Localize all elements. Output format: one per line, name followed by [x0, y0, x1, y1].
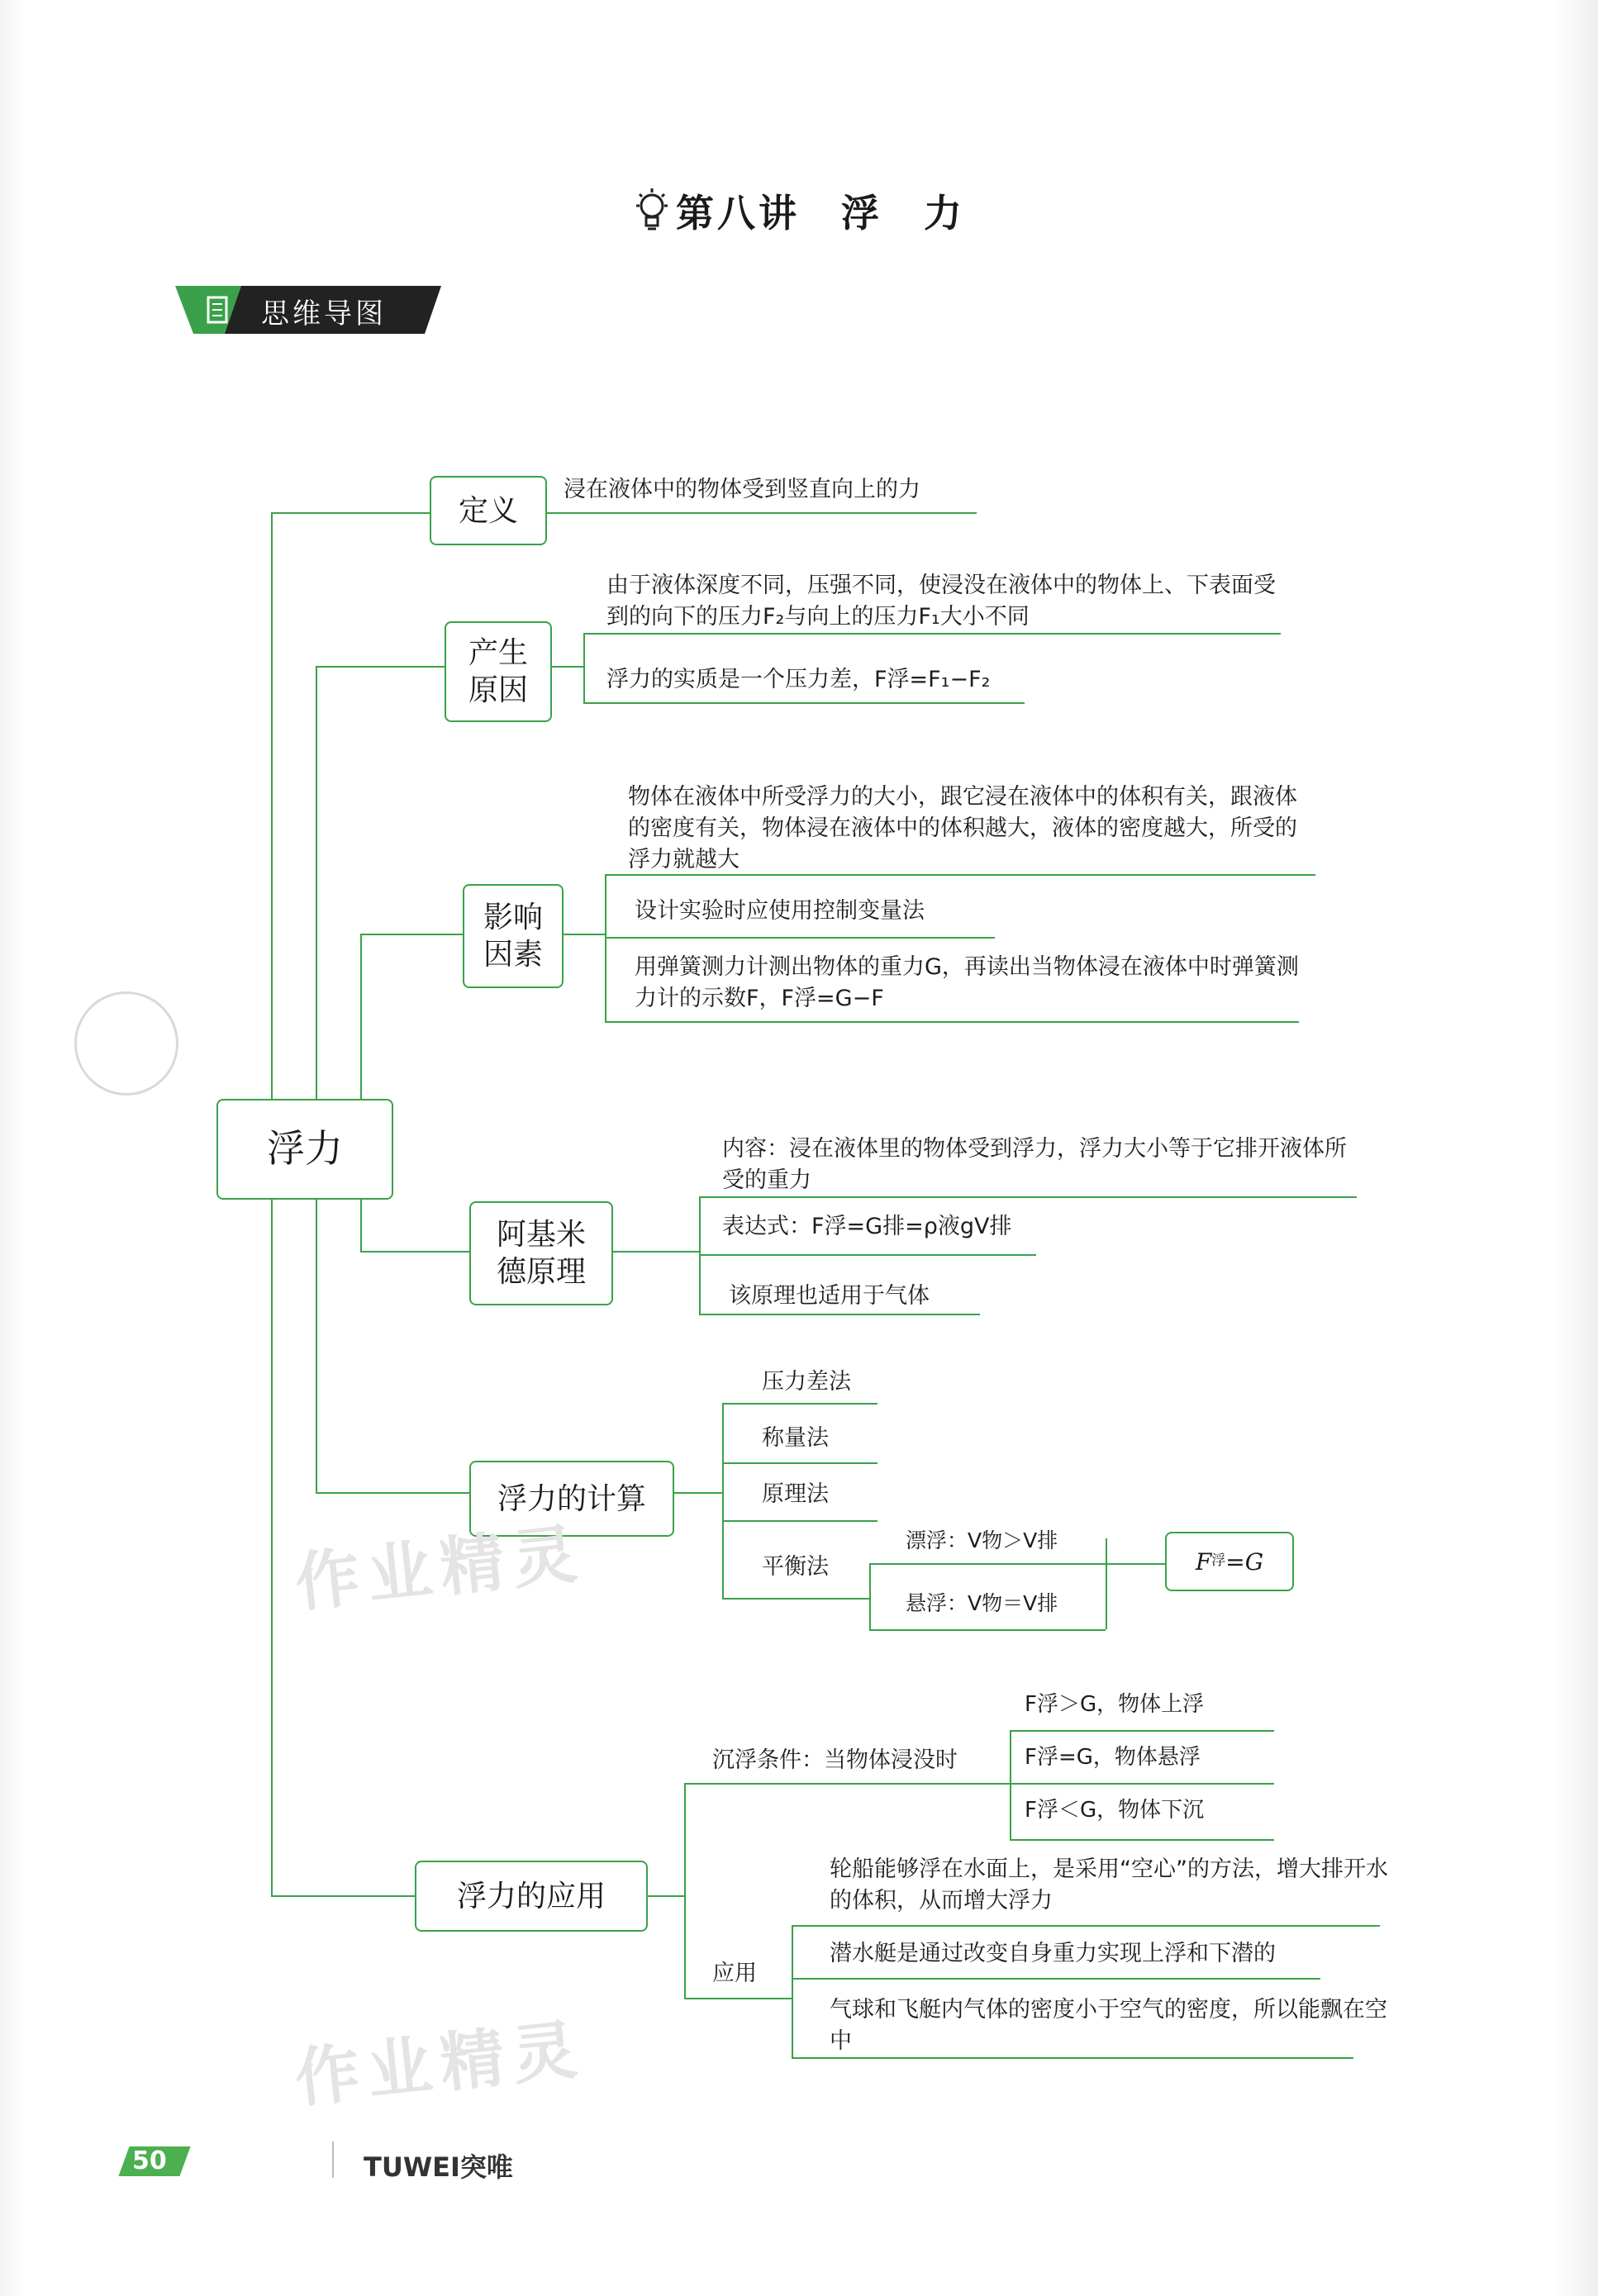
line-arch-2	[699, 1254, 1036, 1256]
bracket-calc	[722, 1403, 724, 1598]
calc-float: 漂浮：V物＞V排	[906, 1528, 1058, 1552]
node-archimedes: 阿基米德原理	[469, 1201, 613, 1305]
line-calc-1	[722, 1403, 877, 1405]
link-cause	[316, 666, 445, 668]
cause-text-1: 由于液体深度不同，压强不同，使浸没在液体中的物体上、下表面受到的向下的压力F₂与向上的压力F₁大小不同	[606, 573, 1276, 630]
app-use-2: 潜水艇是通过改变自身重力实现上浮和下潜的	[830, 1941, 1276, 1966]
spine-right-lower	[360, 1200, 362, 1253]
node-calculation: 浮力的计算	[469, 1461, 674, 1537]
link-result	[1106, 1563, 1165, 1565]
app-condition-3: F浮＜G，物体下沉	[1025, 1798, 1205, 1823]
definition-text: 浸在液体中的物体受到竖直向上的力	[564, 477, 920, 502]
link-archimedes	[360, 1251, 471, 1253]
calc-suspend: 悬浮：V物＝V排	[906, 1591, 1058, 1615]
bracket-app	[684, 1783, 686, 1998]
footer-divider	[332, 2142, 334, 2178]
line-use-2	[792, 1978, 1320, 1980]
calc-method-1: 压力差法	[762, 1369, 851, 1395]
factors-text-1: 物体在液体中所受浮力的大小，跟它浸在液体中的体积有关，跟液体的密度有关，物体浸在液体中的体积越大，液体的密度越大，所受的浮力就越大	[628, 784, 1297, 872]
calc-method-4: 平衡法	[762, 1554, 829, 1580]
app-use-label: 应用	[712, 1961, 757, 1986]
app-condition-2: F浮=G，物体悬浮	[1025, 1745, 1201, 1770]
arch-text-3: 该原理也适用于气体	[729, 1283, 930, 1309]
line-cause-2	[583, 702, 1025, 704]
line-arch-1	[699, 1196, 1357, 1198]
factors-text-3: 用弹簧测力计测出物体的重力G，再读出当物体浸在液体中时弹簧测力计的示数F，F浮=G−F	[635, 954, 1299, 1011]
link-definition	[271, 512, 430, 514]
lightbulb-icon	[633, 188, 671, 245]
node-factors: 影响因素	[463, 884, 564, 988]
bracket-cause	[583, 633, 585, 702]
line-calc-3	[722, 1520, 877, 1522]
spine-left	[271, 512, 273, 1099]
line-use-1	[792, 1925, 1380, 1927]
line-use-3	[792, 2057, 1353, 2059]
link-uses	[787, 1998, 792, 1999]
watermark-stamp	[74, 991, 178, 1096]
link-application	[271, 1895, 415, 1897]
node-result: F 浮 = G	[1165, 1532, 1294, 1591]
node-definition: 定义	[430, 476, 547, 545]
arch-text-1: 内容：浸在液体里的物体受到浮力，浮力大小等于它排开液体所受的重力	[722, 1136, 1347, 1193]
link-app-bracket	[648, 1895, 684, 1897]
watermark-1: 作业精灵	[291, 1516, 589, 1622]
node-cause: 产生原因	[445, 621, 552, 722]
arch-text-2: 表达式：F浮=G排=ρ液gV排	[722, 1214, 1012, 1239]
line-calc-2	[722, 1462, 877, 1464]
line-factors-2	[605, 937, 995, 939]
app-condition-1: F浮＞G，物体上浮	[1025, 1692, 1205, 1717]
app-use-3: 气球和飞艇内气体的密度小于空气的密度，所以能飘在空中	[830, 1997, 1387, 2054]
link-calc-bracket	[674, 1492, 722, 1494]
spine-mid-lower	[316, 1200, 317, 1494]
line-cond-1	[1010, 1730, 1274, 1732]
cause-text-2: 浮力的实质是一个压力差，F浮=F₁−F₂	[606, 667, 991, 692]
page-title	[0, 183, 1598, 245]
page-number: 50	[132, 2146, 167, 2175]
link-factors	[360, 934, 464, 935]
line-arch-3	[699, 1314, 980, 1315]
bracket-result	[1106, 1538, 1107, 1629]
line-definition	[547, 512, 977, 514]
watermark-2: 作业精灵	[291, 2012, 589, 2118]
title-text: 第八讲 浮 力	[676, 191, 965, 235]
spine-mid	[316, 666, 317, 1104]
bracket-conditions	[1010, 1730, 1011, 1839]
spine-left-lower	[271, 1200, 273, 1897]
line-cond-2	[1010, 1783, 1274, 1785]
line-cause-1	[583, 633, 1281, 635]
bracket-balance	[869, 1563, 871, 1629]
link-calculation	[316, 1492, 469, 1494]
bracket-uses	[792, 1925, 793, 2057]
line-app-condition	[684, 1783, 1010, 1785]
line-factors-3	[605, 1021, 1299, 1023]
calc-method-2: 称量法	[762, 1425, 829, 1451]
footer-brand: TUWEI突唯	[364, 2151, 513, 2183]
app-use-1: 轮船能够浮在水面上，是采用“空心”的方法，增大排开水的体积，从而增大浮力	[830, 1856, 1388, 1913]
line-calc-4	[722, 1598, 871, 1600]
line-float	[869, 1563, 1106, 1565]
link-cause-bracket	[552, 666, 583, 668]
root-node: 浮力	[216, 1099, 393, 1200]
line-cond-3	[1010, 1839, 1274, 1841]
calc-method-3: 原理法	[762, 1481, 829, 1507]
section-label: 思维导图	[261, 297, 387, 330]
bracket-factors	[605, 874, 606, 1021]
factors-text-2: 设计实验时应使用控制变量法	[635, 898, 925, 924]
link-factors-bracket	[564, 934, 605, 935]
line-suspend	[869, 1629, 1106, 1631]
line-app-use	[684, 1998, 787, 1999]
link-archimedes-bracket	[613, 1251, 699, 1253]
node-application: 浮力的应用	[415, 1861, 648, 1932]
app-condition-label: 沉浮条件：当物体浸没时	[712, 1747, 958, 1773]
